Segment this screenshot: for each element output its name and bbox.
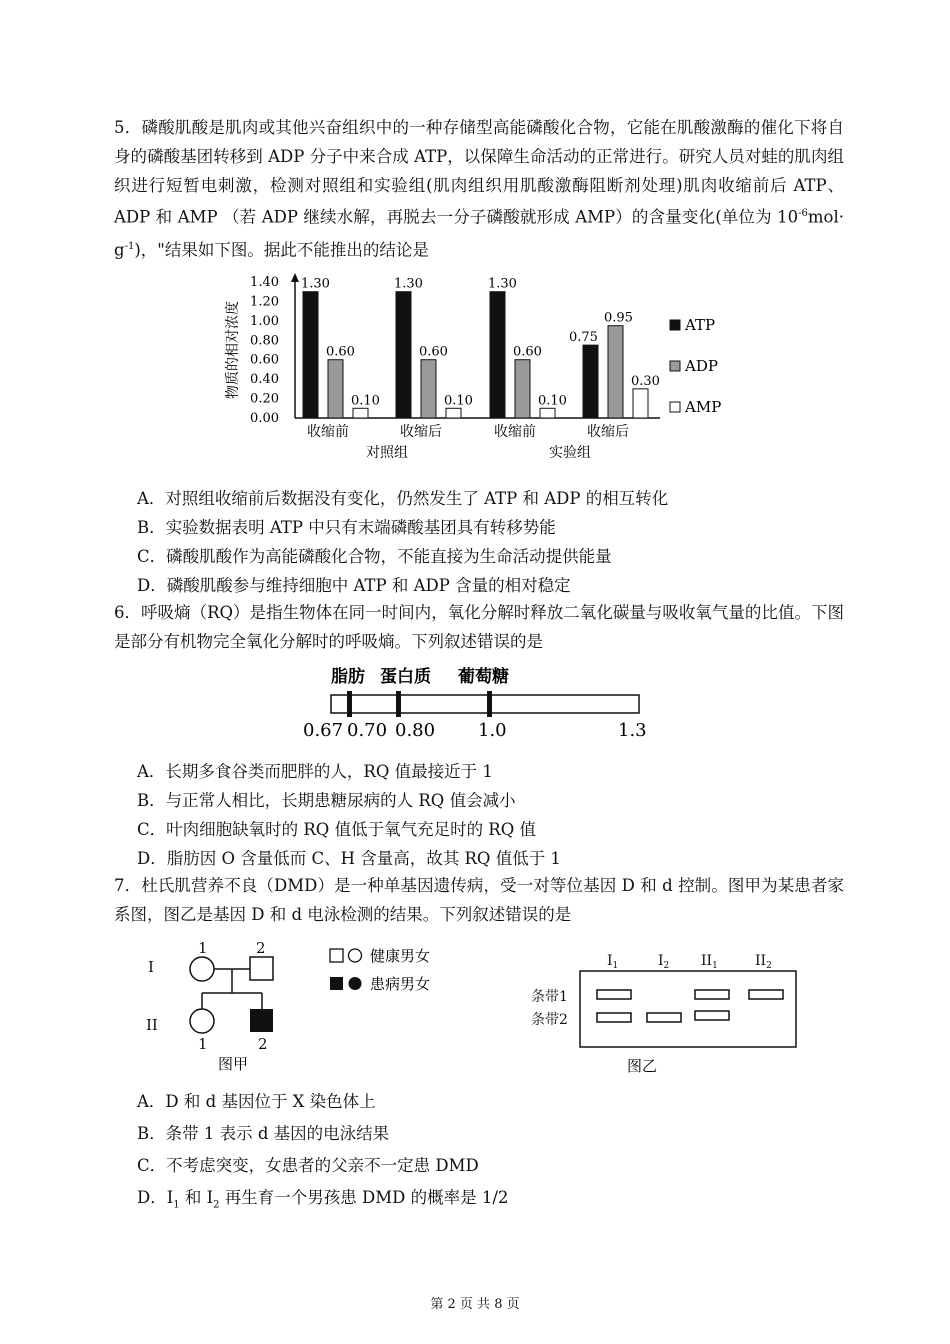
legend-sick-label: 患病男女: [370, 975, 431, 993]
x-tick-label: 收缩后: [400, 424, 442, 440]
data-label: 0.95: [604, 310, 633, 326]
band-ii1-1: [695, 990, 729, 999]
gel-figure: [525, 945, 805, 1075]
bar-chart: [215, 268, 735, 468]
ind-1-1-num: 1: [198, 939, 208, 957]
q6-option-b: B．与正常人相比，长期患糖尿病的人 RQ 值会减小: [137, 791, 516, 810]
y-tick-label: 0.20: [250, 391, 279, 407]
ind-2-2-num: 2: [258, 1035, 268, 1053]
label-glucose: 葡萄糖: [458, 667, 509, 687]
band-i1-2: [597, 1013, 631, 1022]
data-label: 0.10: [444, 393, 473, 409]
pedigree-caption: 图甲: [218, 1055, 249, 1073]
data-label: 0.10: [538, 393, 567, 409]
x-tick-label: 收缩后: [587, 424, 629, 440]
marker-fat: [347, 691, 352, 717]
tick-067: 0.67: [303, 720, 344, 741]
legend-label: AMP: [685, 398, 722, 416]
rq-scale: [295, 660, 655, 742]
bar-atp: [396, 292, 411, 418]
bar-atp: [303, 292, 318, 418]
y-axis-label: 物质的相对浓度: [225, 301, 241, 399]
data-label: 0.10: [351, 393, 380, 409]
q7-option-a: A．D 和 d 基因位于 X 染色体上: [137, 1092, 376, 1111]
marker-protein: [396, 691, 401, 717]
legend-female-sick: [349, 977, 362, 990]
bar-atp: [490, 292, 505, 418]
bar-atp: [583, 345, 598, 418]
lane-ii2: $II_2$: [755, 953, 772, 971]
tick-070: 0.70: [347, 720, 388, 741]
data-label: 0.60: [326, 344, 355, 360]
band-i2-2: [647, 1013, 681, 1022]
bar-adp: [328, 360, 343, 418]
tick-080: 0.80: [395, 720, 436, 741]
q6-option-a: A．长期多食谷类而肥胖的人，RQ 值最接近于 1: [137, 762, 493, 781]
legend-female-healthy: [349, 949, 362, 962]
legend-label: ATP: [685, 316, 716, 334]
ind-2-1-num: 1: [198, 1035, 208, 1053]
lane-i1: $I_1$: [607, 953, 619, 971]
tick-10: 1.0: [478, 720, 507, 741]
gen-2-label: II: [146, 1016, 158, 1034]
q6-stem: 6．呼吸熵（RQ）是指生物体在同一时间内，氧化分解时释放二氧化碳量与吸收氧气量的比值。下图是部分有机物完全氧化分解时的呼吸熵。下列叙述错误的是: [114, 603, 844, 651]
legend-swatch-amp: [670, 402, 680, 412]
x-tick-label: 收缩前: [494, 424, 536, 440]
bar-amp: [633, 389, 648, 418]
q6-option-c: C．叶肉细胞缺氧时的 RQ 值低于氧气充足时的 RQ 值: [137, 820, 537, 839]
band2-label: 条带2: [531, 1012, 568, 1028]
data-label: 0.30: [631, 373, 660, 389]
legend-swatch-atp: [670, 320, 680, 330]
gel-box: [580, 971, 796, 1047]
q7-option-b: B．条带 1 表示 d 基因的电泳结果: [137, 1124, 390, 1143]
q7-option-d: D．$I_1$ 和 $I_2$ 再生育一个男孩患 DMD 的概率是 1/2: [137, 1188, 509, 1211]
ind-2-1-female: [190, 1009, 214, 1033]
y-tick-label: 0.40: [250, 372, 279, 388]
gel-caption: 图乙: [627, 1057, 658, 1075]
band1-label: 条带1: [531, 989, 568, 1005]
data-label: 0.75: [569, 330, 598, 346]
legend-male-sick: [330, 977, 343, 990]
q5-option-d: D．磷酸肌酸参与维持细胞中 ATP 和 ADP 含量的相对稳定: [137, 576, 571, 595]
page-footer: 第 2 页 共 8 页: [430, 1297, 520, 1312]
data-label: 1.30: [394, 276, 423, 292]
y-tick-label: 1.40: [250, 275, 279, 290]
legend-healthy-label: 健康男女: [370, 947, 431, 965]
q7-stem: 7．杜氏肌营养不良（DMD）是一种单基因遗传病，受一对等位基因 D 和 d 控制。图甲为某患者家系图，图乙是基因 D 和 d 电泳检测的结果。下列叙述错误的是: [114, 876, 844, 924]
bar-amp: [446, 408, 461, 418]
label-protein: 蛋白质: [380, 667, 431, 687]
q5-option-a: A．对照组收缩前后数据没有变化，仍然发生了 ATP 和 ADP 的相互转化: [137, 489, 669, 508]
q5-option-b: B．实验数据表明 ATP 中只有末端磷酸基团具有转移势能: [137, 518, 556, 537]
ind-1-2-male: [250, 957, 273, 980]
data-label: 0.60: [419, 344, 448, 360]
y-tick-label: 0.60: [250, 352, 279, 368]
legend-swatch-adp: [670, 361, 680, 371]
pedigree-figure: [140, 935, 480, 1075]
y-tick-label: 1.00: [250, 313, 279, 329]
lane-ii1: $II_1$: [701, 953, 718, 971]
band-i1-1: [597, 990, 631, 999]
lane-i2: $I_2$: [658, 953, 670, 971]
x-tick-label: 收缩前: [307, 424, 349, 440]
group-label-control: 对照组: [366, 445, 408, 461]
marker-glucose: [487, 691, 492, 717]
q6-option-d: D．脂肪因 O 含量低而 C、H 含量高，故其 RQ 值低于 1: [137, 849, 561, 868]
bar-adp: [421, 360, 436, 418]
q7-option-c: C．不考虑突变，女患者的父亲不一定患 DMD: [137, 1156, 479, 1175]
q5-option-c: C．磷酸肌酸作为高能磷酸化合物，不能直接为生命活动提供能量: [137, 547, 612, 566]
bar-amp: [353, 408, 368, 418]
band-ii1-2: [695, 1011, 729, 1020]
scale-bar: [331, 695, 639, 713]
legend-male-healthy: [330, 949, 343, 962]
gen-1-label: I: [148, 958, 154, 976]
y-tick-label: 0.00: [250, 411, 279, 426]
label-fat: 脂肪: [331, 667, 365, 687]
data-label: 1.30: [301, 276, 330, 292]
y-tick-label: 0.80: [250, 333, 279, 349]
ind-1-2-num: 2: [256, 939, 266, 957]
legend-label: ADP: [685, 357, 718, 375]
data-label: 1.30: [488, 276, 517, 292]
y-axis-arrow: [291, 273, 299, 282]
q5-stem: 5．磷酸肌酸是肌肉或其他兴奋组织中的一种存储型高能磷酸化合物，它能在肌酸激酶的催化下将自身的磷酸基团转移到 ADP 分子中来合成 ATP，以保障生命活动的正常进行。研究人员对蛙的肌肉组织进行短暂电刺激，检测对照组和实验组(肌肉组织用肌酸激酶阻断剂处理)肌肉收缩前后 ATP、ADP 和 AMP （若 ADP 继续水解，再脱去一分子磷酸就形成 AMP）的含量变化(单位为 $10^{-6}mol\cdot g^{-1}$)，"结果如下图。据此不能推出的结论是: [114, 118, 844, 260]
bar-amp: [540, 408, 555, 418]
band-ii2-1: [749, 990, 783, 999]
ind-2-2-male-affected: [250, 1009, 273, 1032]
group-label-experiment: 实验组: [549, 445, 591, 461]
bar-adp: [515, 360, 530, 418]
tick-13: 1.3: [618, 720, 647, 741]
data-label: 0.60: [513, 344, 542, 360]
y-tick-label: 1.20: [250, 294, 279, 310]
ind-1-1-female: [190, 957, 214, 981]
bar-adp: [608, 326, 623, 418]
